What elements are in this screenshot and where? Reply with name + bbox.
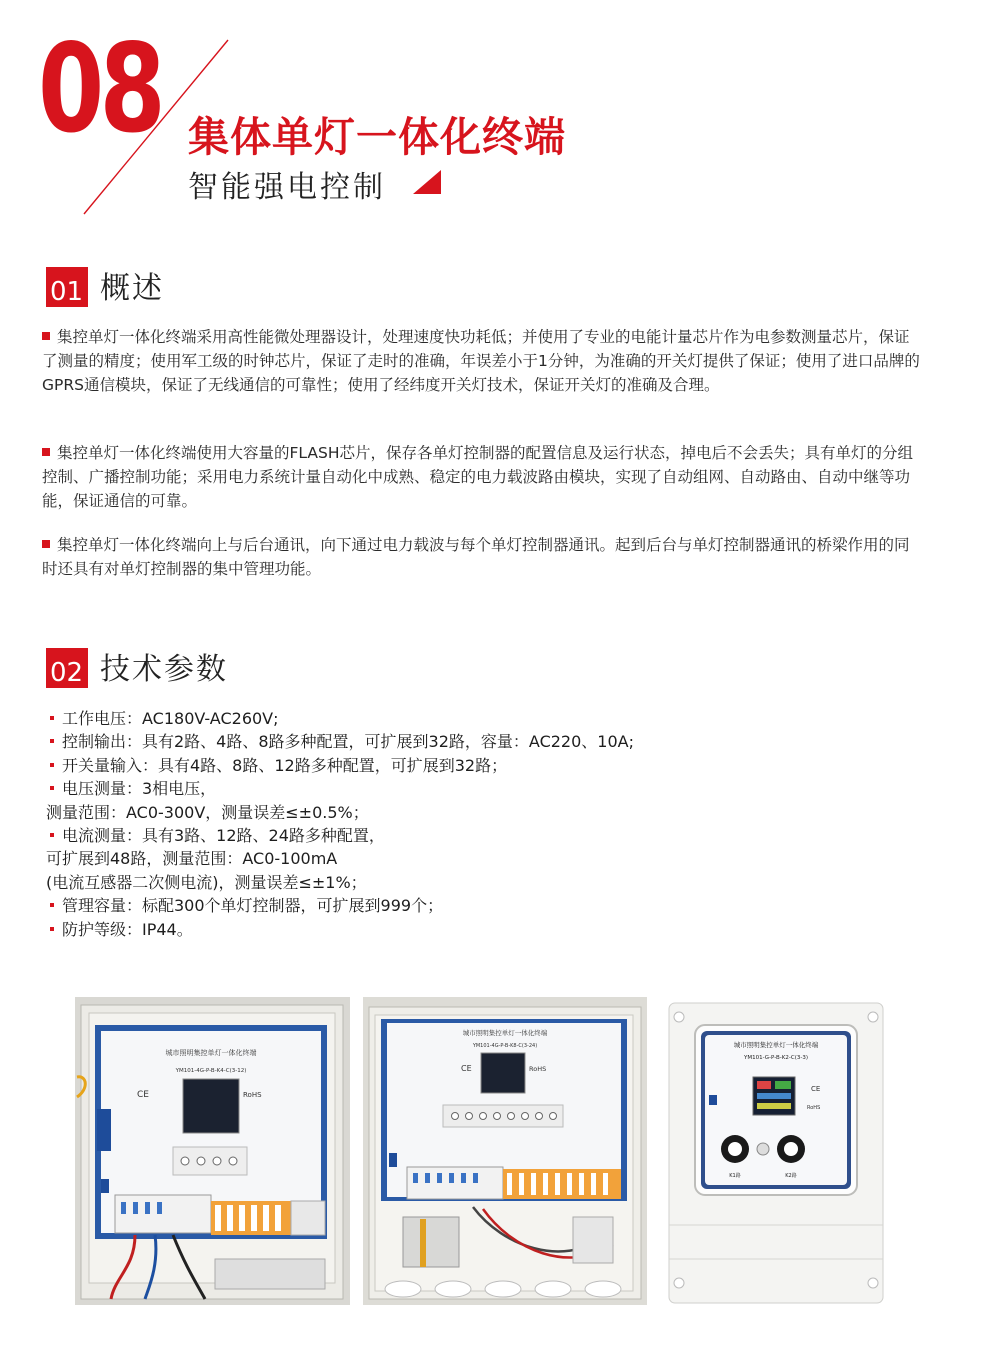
section-number-box [46,648,88,688]
section-number: 01 [50,277,84,307]
section-specs-heading [46,638,306,688]
spec-line: 控制输出：具有2路、4路、8路多种配置，可扩展到32路，容量：AC220、10A; [46,730,746,753]
device-model-label: YM101-G-P-B-K2-C(3-3) [744,1055,808,1061]
page-number: 08 [38,18,162,160]
product-photo-cabinet-1 [75,997,350,1305]
page-title: 集体单灯一体化终端 [188,113,566,161]
section-title: 技术参数 [100,652,228,687]
k2-label: K2路 [785,1173,797,1179]
device-model-label: YM101-4G-P-B-K8-C(3-24) [472,1043,538,1049]
section-number: 02 [50,658,84,688]
rohs-mark: RoHS [529,1065,547,1073]
section-number-box [46,267,88,307]
product-photo-meter-enclosure [665,997,887,1305]
dot-bullet-icon [50,927,54,931]
overview-paragraph-3: 集控单灯一体化终端向上与后台通讯，向下通过电力载波与每个单灯控制器通讯。起到后台与单灯控制器通讯的桥梁作用的同时还具有对单灯控制器的集中管理功能。 [42,536,910,578]
device-panel-title: 城市照明集控单灯一体化终端 [733,1041,819,1049]
page-subtitle: 智能强电控制 [188,170,386,205]
spec-line: 管理容量：标配300个单灯控制器，可扩展到999个； [46,894,746,917]
overview-paragraph-1: 集控单灯一体化终端采用高性能微处理器设计，处理速度快功耗低；并使用了专业的电能计量芯片作为电参数测量芯片，保证了测量的精度；使用军工级的时钟芯片，保证了走时的准确，年误差小于1分钟，为准确的开关灯提供了保证；使用了进口品牌的GPRS通信模块，保证了无线通信的可靠性；使用了经纬度开关灯技术，保证开关灯的准确及合理。 [42,328,920,394]
dot-bullet-icon [50,833,54,837]
dot-bullet-icon [50,786,54,790]
square-bullet-icon [42,332,50,340]
spec-line: (电流互感器二次侧电流)，测量误差≤±1%； [46,872,367,892]
ce-mark: CE [811,1085,821,1093]
dot-bullet-icon [50,716,54,720]
overview-paragraph-2: 集控单灯一体化终端使用大容量的FLASH芯片，保存各单灯控制器的配置信息及运行状态，掉电后不会丢失；具有单灯的分组控制、广播控制功能；采用电力系统计量自动化中成熟、稳定的电力载波路由模块，实现了自动组网、自动路由、自动中继等功能，保证通信的可靠。 [42,444,914,510]
spec-line: 可扩展到48路，测量范围：AC0-100mA [46,849,338,869]
ce-mark: CE [137,1090,149,1100]
spec-line: 防护等级：IP44。 [46,918,746,941]
device-panel-title: 城市照明集控单灯一体化终端 [165,1049,257,1057]
rohs-mark: RoHS [243,1091,262,1099]
spec-line: 电压测量：3相电压， [46,777,746,800]
section-title: 概述 [100,271,164,306]
dot-bullet-icon [50,903,54,907]
spec-line: 开关量输入：具有4路、8路、12路多种配置，可扩展到32路； [46,754,746,777]
spec-line: 测量范围：AC0-300V，测量误差≤±0.5%； [46,802,369,822]
square-bullet-icon [42,540,50,548]
product-photo-cabinet-2 [363,997,647,1305]
device-panel-title: 城市照明集控单灯一体化终端 [462,1029,548,1037]
section-overview-heading [46,257,246,307]
ce-mark: CE [461,1064,472,1073]
device-model-label: YM101-4G-P-B-K4-C(3-12) [175,1068,247,1074]
k1-label: K1路 [729,1173,741,1179]
spec-line: 工作电压：AC180V-AC260V; [46,707,746,730]
dot-bullet-icon [50,763,54,767]
rohs-mark: RoHS [807,1105,821,1111]
spec-line: 电流测量：具有3路、12路、24路多种配置， [46,824,746,847]
square-bullet-icon [42,448,50,456]
dot-bullet-icon [50,739,54,743]
spec-list [46,707,746,941]
subtitle-triangle-icon [413,170,441,194]
